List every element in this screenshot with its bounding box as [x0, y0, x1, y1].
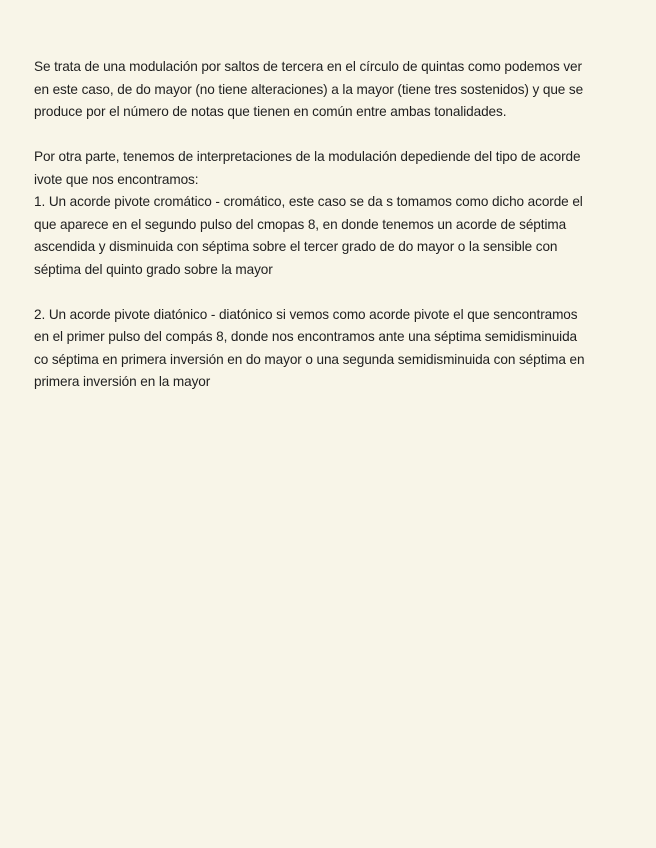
text-line: séptima del quinto grado sobre la mayor	[34, 261, 273, 277]
text-line: en el primer pulso del compás 8, donde nos encontramos ante una séptima semidisminuida	[34, 329, 578, 344]
text-line: en este caso, de do mayor (no tiene alteraciones) a la mayor (tiene tres sostenidos) y que se	[34, 81, 584, 97]
text-line: ascendida y disminuida con séptima sobre el tercer grado de do mayor o la sensible con	[34, 239, 558, 254]
text-line: Por otra parte, tenemos de interpretaciones de la modulación depediende del tipo de acorde	[34, 149, 581, 164]
text-line: primera inversión en la mayor	[34, 374, 211, 389]
document-page	[34, 56, 624, 416]
paragraph-pivot-diatonic	[34, 304, 624, 394]
text-line: que aparece en el segundo pulso del cmopas 8, en donde tenemos un acorde de séptima	[34, 216, 567, 232]
text-line: Se trata de una modulación por saltos de tercera en el círculo de quintas como podemos ver	[34, 59, 582, 74]
text-line: co séptima en primera inversión en do mayor o una segunda semidisminuida con séptima en	[34, 351, 585, 367]
paragraph-pivot-chromatic	[34, 146, 624, 281]
text-line: 2. Un acorde pivote diatónico - diatónico si vemos como acorde pivote el que sencontramos	[34, 306, 578, 322]
text-line: produce por el número de notas que tienen en común entre ambas tonalidades.	[34, 104, 507, 119]
paragraph-modulation-intro	[34, 56, 624, 124]
text-line: ivote que nos encontramos:	[34, 171, 199, 187]
text-line: 1. Un acorde pivote cromático - cromático, este caso se da s tomamos como dicho acorde el	[34, 194, 583, 209]
